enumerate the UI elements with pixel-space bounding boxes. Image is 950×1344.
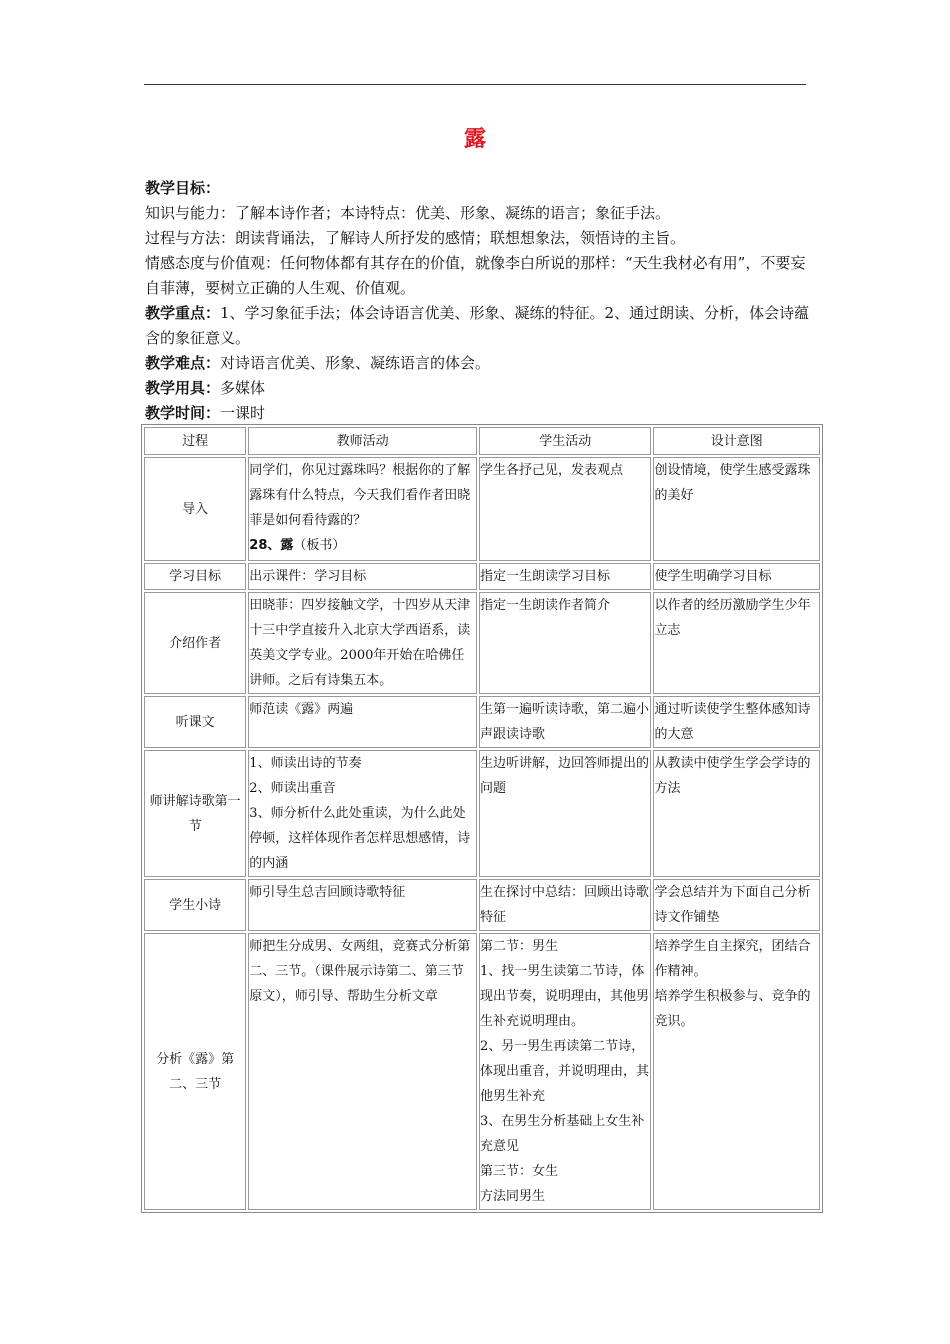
student-step: 1、找一男生读第二节诗，体现出节奏，说明理由，其他男生补充说明理由。: [479, 964, 649, 1029]
header-rule: [144, 84, 806, 85]
student-cell: 生第一遍听读诗歌，第二遍小声跟读诗歌: [479, 696, 652, 748]
board-note-text: （板书）: [293, 538, 346, 553]
table-row: [144, 592, 820, 694]
key-points: [145, 301, 810, 351]
difficulty-label: 教学难点：: [145, 354, 221, 372]
header-stage: 过程: [144, 427, 246, 455]
teacher-step: 3、师分析什么此处重读，为什么此处停顿，这样体现作者怎样思想感情，诗的内涵: [249, 806, 471, 871]
document-title: 露: [463, 127, 486, 152]
teacher-cell: [248, 457, 477, 561]
intent-line: 培养学生自主探究，团结合作精神。: [654, 939, 811, 979]
key-points-text: 1、学习象征手法；体会诗语言优美、形象、凝练的特征。2、通过朗读、分析，体会诗蕴含的象征意义。: [145, 304, 810, 347]
header-intent: 设计意图: [653, 427, 820, 455]
stage-cell: 学习目标: [144, 563, 246, 590]
stage-cell: 听课文: [144, 696, 246, 748]
stage-cell: 介绍作者: [144, 592, 246, 694]
teacher-step: 2、师读出重音: [249, 781, 336, 796]
intent-cell: 创设情境，使学生感受露珠的美好: [653, 457, 820, 561]
table-row: [144, 933, 820, 1210]
student-step: 方法同男生: [479, 1189, 545, 1204]
student-cell: 指定一生朗读作者简介: [479, 592, 652, 694]
key-points-label: 教学重点：: [145, 304, 221, 322]
board-note: [249, 533, 476, 558]
stage-cell: 导入: [144, 457, 246, 561]
table-row: [144, 563, 820, 590]
objective-process: 过程与方法：朗读背诵法，了解诗人所抒发的感情；联想想象法，领悟诗的主旨。: [145, 229, 686, 247]
teacher-cell: 出示课件：学习目标: [248, 563, 477, 590]
time-text: 一课时: [220, 404, 266, 422]
tools: [145, 376, 810, 401]
student-cell: 指定一生朗读学习目标: [479, 563, 652, 590]
student-step: 2、另一男生再读第二节诗，体现出重音，并说明理由，其他男生补充: [479, 1039, 649, 1104]
student-cell: [479, 933, 652, 1210]
intent-cell: 从教读中使学生学会学诗的方法: [653, 750, 820, 877]
teacher-cell: [248, 750, 477, 877]
table-row: [144, 696, 820, 748]
teacher-text: 同学们，你见过露珠吗？根据你的了解露珠有什么特点，今天我们看作者田晓菲是如何看待露的？: [249, 463, 471, 528]
intent-cell: [653, 933, 820, 1210]
table-header-row: [144, 427, 820, 455]
student-step: 第二节：男生: [479, 939, 558, 954]
lesson-plan-table: [141, 424, 823, 1213]
objectives-section: [145, 176, 810, 426]
tools-label: 教学用具：: [145, 379, 221, 397]
student-step: 第三节：女生: [479, 1164, 558, 1179]
board-title: 28、露: [249, 538, 294, 553]
student-step: 3、在男生分析基础上女生补充意见: [479, 1114, 645, 1154]
time: [145, 401, 810, 426]
objectives-heading: 教学目标：: [145, 179, 221, 197]
header-student: 学生活动: [479, 427, 652, 455]
table-row: [144, 879, 820, 931]
table-row: [144, 750, 820, 877]
teacher-cell: 师引导生总吉回顾诗歌特征: [248, 879, 477, 931]
stage-cell: 分析《露》第二、三节: [144, 933, 246, 1210]
table-row: [144, 457, 820, 561]
intent-cell: 使学生明确学习目标: [653, 563, 820, 590]
intent-cell: 通过听读使学生整体感知诗的大意: [653, 696, 820, 748]
teacher-cell: 师范读《露》两遍: [248, 696, 477, 748]
teacher-cell: 师把生分成男、女两组，竞赛式分析第二、三节。（课件展示诗第二、第三节原文），师引导、帮助生分析文章: [248, 933, 477, 1210]
time-label: 教学时间：: [145, 404, 221, 422]
difficulty: [145, 351, 810, 376]
student-cell: 生边听讲解，边回答师提出的问题: [479, 750, 652, 877]
header-teacher: 教师活动: [248, 427, 477, 455]
teacher-cell: 田晓菲：四岁接触文学，十四岁从天津十三中学直接升入北京大学西语系，读英美文学专业。2000年开始在哈佛任讲师。之后有诗集五本。: [248, 592, 477, 694]
objective-knowledge: 知识与能力：了解本诗作者；本诗特点：优美、形象、凝练的语言；象征手法。: [145, 204, 671, 222]
intent-cell: 学会总结并为下面自己分析诗文作铺垫: [653, 879, 820, 931]
student-cell: 学生各抒己见，发表观点: [479, 457, 652, 561]
intent-cell: 以作者的经历激励学生少年立志: [653, 592, 820, 694]
student-cell: 生在探讨中总结：回顾出诗歌特征: [479, 879, 652, 931]
tools-text: 多媒体: [220, 379, 266, 397]
objective-attitude: 情感态度与价值观：任何物体都有其存在的价值，就像李白所说的那样：“天生我材必有用”，不要妄自菲薄，要树立正确的人生观、价值观。: [145, 254, 806, 297]
intent-line: 培养学生积极参与、竞争的竞识。: [654, 989, 811, 1029]
stage-cell: 师讲解诗歌第一节: [144, 750, 246, 877]
difficulty-text: 对诗语言优美、形象、凝练语言的体会。: [220, 354, 491, 372]
stage-cell: 学生小诗: [144, 879, 246, 931]
teacher-step: 1、师读出诗的节奏: [249, 756, 362, 771]
